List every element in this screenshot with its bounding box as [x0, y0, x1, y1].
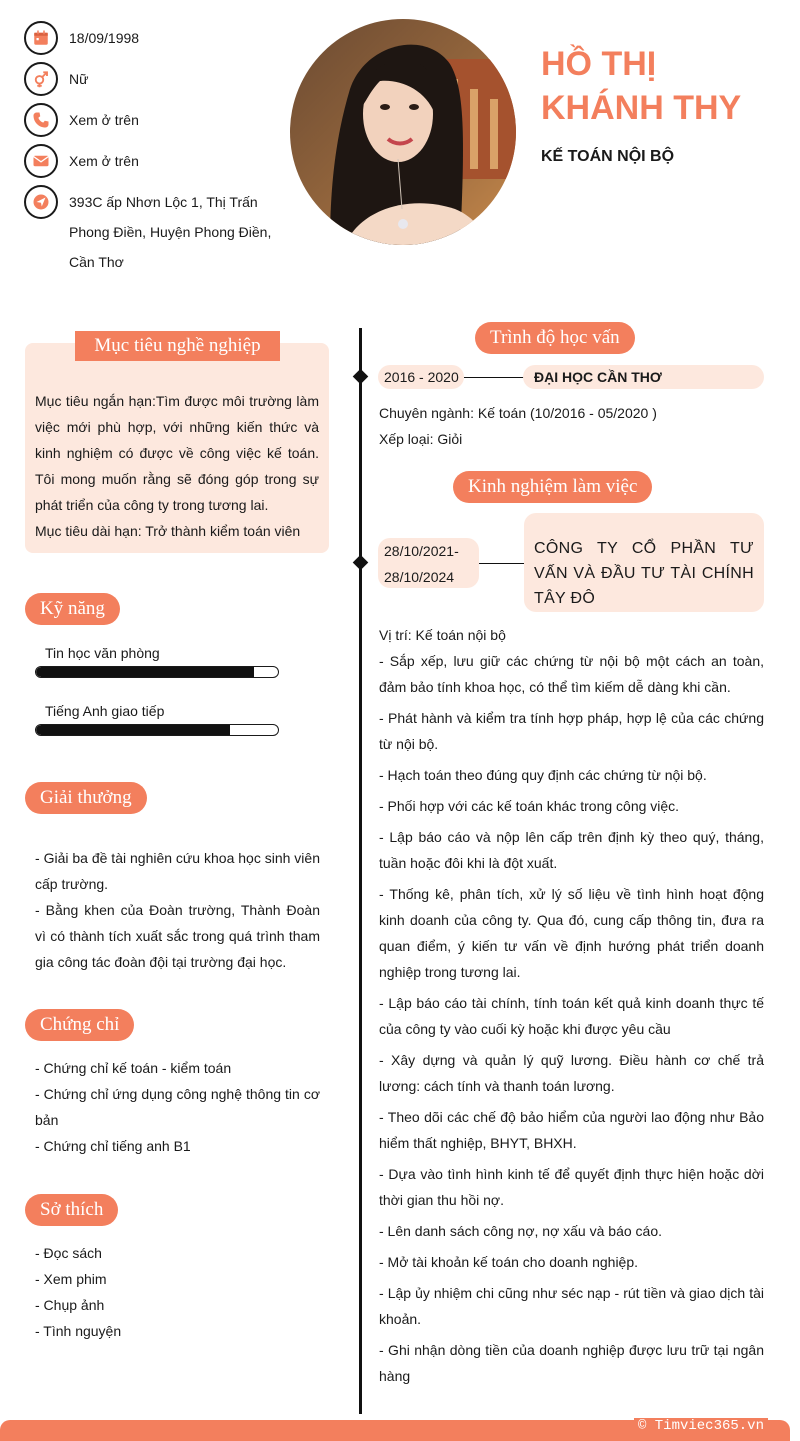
phone-icon [24, 103, 58, 137]
certificates-list [35, 1055, 320, 1159]
list-item: - Tình nguyện [35, 1323, 122, 1339]
list-item: - Bằng khen của Đoàn trường, Thành Đoàn vì có thành tích xuất sắc trong quá trình tham gia công tác đoàn đội tại trường đại học. [35, 902, 320, 970]
list-item: - Chứng chỉ tiếng anh B1 [35, 1138, 191, 1154]
objective-long-term: Mục tiêu dài hạn: Trở thành kiểm toán viên [35, 523, 301, 539]
experience-company: CÔNG TY CỔ PHẦN TƯ VẤN VÀ ĐẦU TƯ TÀI CHÍNH TÂY ĐÔ [524, 513, 764, 612]
experience-date-end: 28/10/2024 [384, 569, 455, 585]
education-heading: Trình độ học vấn [475, 322, 635, 354]
list-item: - Giải ba đề tài nghiên cứu khoa học sinh viên cấp trường. [35, 850, 320, 892]
connector-line [464, 377, 524, 378]
awards-heading: Giải thưởng [25, 782, 147, 814]
profile-photo [290, 19, 516, 245]
duty-item: - Hạch toán theo đúng quy định các chứng từ nội bộ. [379, 767, 707, 783]
experience-date-start: 28/10/2021- [384, 543, 459, 559]
timeline-marker [353, 369, 369, 385]
gender-text: Nữ [69, 71, 89, 87]
hobbies-heading: Sở thích [25, 1194, 118, 1226]
phone-text: Xem ở trên [69, 112, 139, 128]
duty-item: - Mở tài khoản kế toán cho doanh nghiệp. [379, 1254, 639, 1270]
duty-item: - Ghi nhận dòng tiền của doanh nghiệp được lưu trữ tại ngân hàng [379, 1342, 764, 1384]
email-icon [24, 144, 58, 178]
skill-bar [35, 666, 279, 678]
connector-line [479, 563, 525, 564]
address-text: 393C ấp Nhơn Lộc 1, Thị Trấn Phong Điền, Huyện Phong Điền, Cần Thơ [69, 194, 272, 270]
skill-bar [35, 724, 279, 736]
contact-birthday [24, 21, 274, 55]
timeline-line [359, 328, 362, 1414]
list-item: - Chụp ảnh [35, 1297, 105, 1313]
email-text: Xem ở trên [69, 153, 139, 169]
birthday-text: 18/09/1998 [69, 30, 140, 46]
awards-list [35, 845, 320, 975]
duty-item: - Lập báo cáo và nộp lên cấp trên định kỳ theo quý, tháng, tuần hoặc đôi khi là đột xuất. [379, 829, 764, 871]
duty-item: - Thống kê, phân tích, xử lý số liệu về tình hình hoạt động kinh doanh của công ty. Qua đó, cung cấp thông tin, đưa ra quan điểm, ý kiến tư vấn về định hướng phát triển doanh nghiệp trong tương lai. [379, 886, 764, 980]
gender-icon [24, 62, 58, 96]
duty-item: - Xây dựng và quản lý quỹ lương. Điều hành cơ chế trả lương: cách tính và thanh toán lương. [379, 1052, 764, 1094]
list-item: - Chứng chỉ kế toán - kiểm toán [35, 1060, 232, 1076]
education-major: Chuyên ngành: Kế toán (10/2016 - 05/2020 ) [379, 405, 657, 421]
duty-item: - Lên danh sách công nợ, nợ xấu và báo cáo. [379, 1223, 662, 1239]
duty-item: - Lập báo cáo tài chính, tính toán kết quả kinh doanh thực tế của công ty vào cuối kỳ hoặc khi được yêu cầu [379, 995, 764, 1037]
education-details [379, 400, 764, 452]
duty-item: - Theo dõi các chế độ bảo hiểm của người lao động như Bảo hiểm thất nghiệp, BHYT, BHXH. [379, 1109, 764, 1151]
education-date: 2016 - 2020 [378, 365, 464, 389]
candidate-name: HỒ THỊ KHÁNH THY [541, 45, 742, 127]
location-icon [24, 185, 58, 219]
hobbies-list [35, 1240, 320, 1344]
experience-date [378, 538, 479, 588]
objective-text [35, 388, 319, 544]
watermark: © Timviec365.vn [634, 1418, 768, 1434]
contact-phone [24, 103, 274, 137]
duty-item: - Phát hành và kiểm tra tính hợp pháp, hợp lệ của các chứng từ nội bộ. [379, 710, 764, 752]
skill-bar-fill [36, 667, 254, 677]
duty-item: - Dựa vào tình hình kinh tế để quyết định thực hiện hoặc dời thời gian thu hồi nợ. [379, 1166, 764, 1208]
list-item: - Chứng chỉ ứng dụng công nghệ thông tin cơ bản [35, 1086, 320, 1128]
contact-gender [24, 62, 274, 96]
contact-email [24, 144, 274, 178]
duty-item: - Sắp xếp, lưu giữ các chứng từ nội bộ một cách an toàn, đảm bảo tính khoa học, có thể tìm kiếm dễ dàng khi cần. [379, 653, 764, 695]
skill-bar-fill [36, 725, 230, 735]
experience-details [379, 622, 764, 1394]
timeline-marker [353, 555, 369, 571]
duty-item: - Phối hợp với các kế toán khác trong công việc. [379, 798, 680, 814]
list-item: - Xem phim [35, 1271, 107, 1287]
certificates-heading: Chứng chỉ [25, 1009, 134, 1041]
objective-heading: Mục tiêu nghề nghiệp [75, 331, 280, 361]
skills-heading: Kỹ năng [25, 593, 120, 625]
job-title: KẾ TOÁN NỘI BỘ [541, 148, 675, 165]
education-rank: Xếp loại: Giỏi [379, 431, 463, 447]
skill-label: Tin học văn phòng [45, 645, 160, 661]
experience-heading: Kinh nghiệm làm việc [453, 471, 652, 503]
education-school: ĐẠI HỌC CẦN THƠ [523, 365, 764, 389]
skill-label: Tiếng Anh giao tiếp [45, 703, 165, 719]
duty-item: - Lập ủy nhiệm chi cũng như séc nạp - rút tiền và giao dịch tài khoản. [379, 1285, 764, 1327]
experience-position: Vị trí: Kế toán nội bộ [379, 627, 506, 643]
contact-address [24, 185, 274, 277]
list-item: - Đọc sách [35, 1245, 102, 1261]
objective-short-term: Mục tiêu ngắn hạn:Tìm được môi trường làm việc mới phù hợp, với những kiến thức và kinh nghiệm có được về công việc kế toán. Tôi mong muốn rằng sẽ đóng góp trong sự phát triển của công ty trong tương lai. [35, 393, 319, 513]
calendar-icon [24, 21, 58, 55]
